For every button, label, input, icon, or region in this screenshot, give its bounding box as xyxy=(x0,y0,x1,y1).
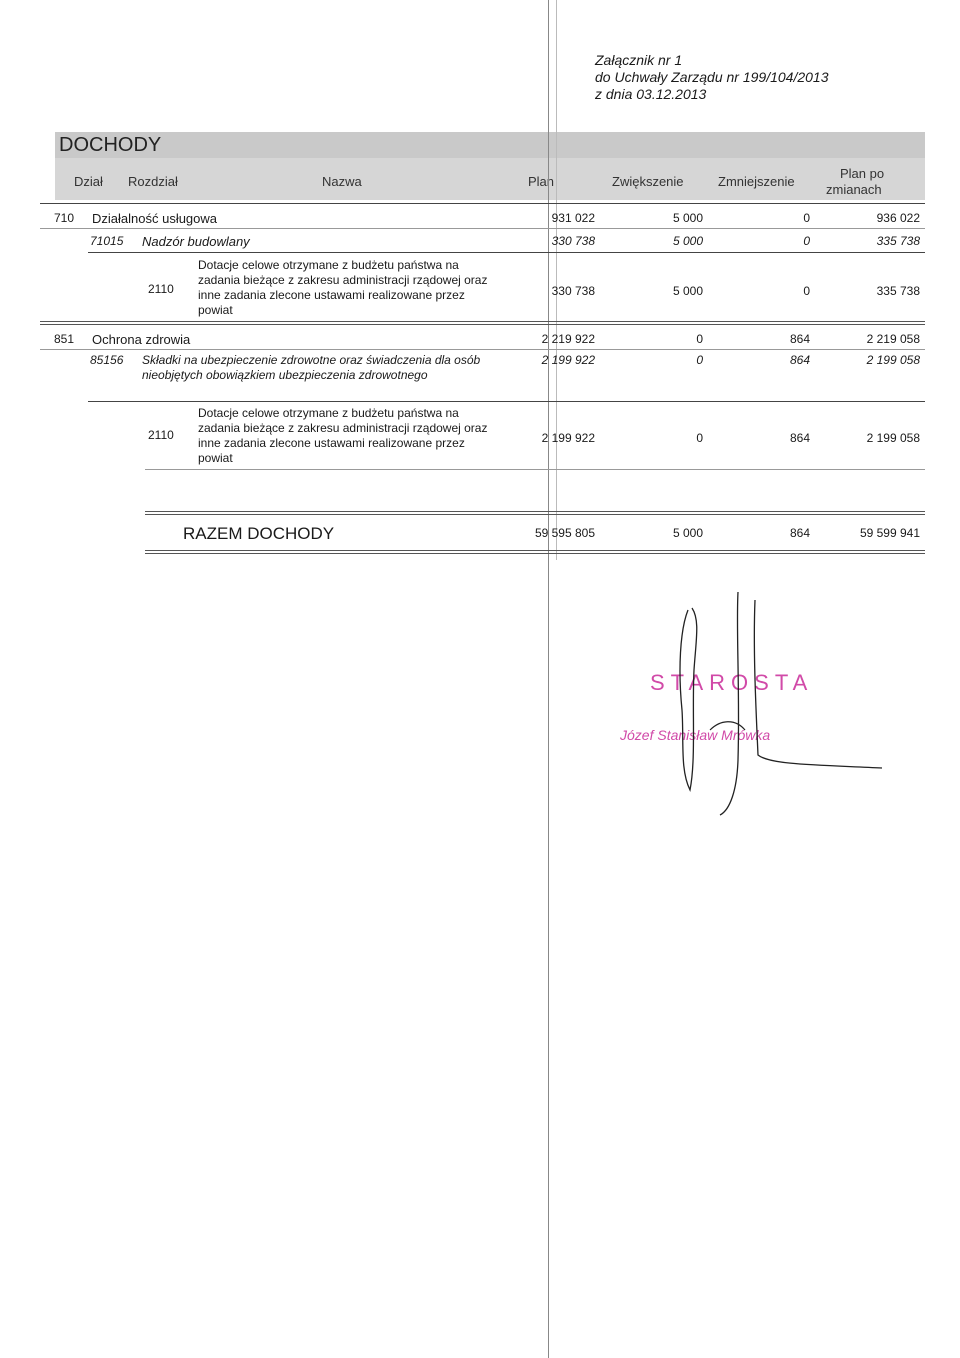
rule xyxy=(40,321,925,325)
row-2110a-nazwa: Dotacje celowe otrzymane z budżetu państwa na zadania bieżące z zakresu administracji rządowej oraz inne zadania zlecone ustawami realizowane przez powiat xyxy=(198,258,488,317)
row-710-zwiekszenie: 5 000 xyxy=(672,211,703,225)
col-zwiekszenie: Zwiększenie xyxy=(612,174,684,189)
rule xyxy=(145,469,925,470)
stamp-name: Józef Stanisław Mrówka xyxy=(620,727,771,743)
row-71015-plan: 330 738 xyxy=(551,234,595,248)
row-710-plan: 931 022 xyxy=(551,211,595,225)
total-plan-po: 59 599 941 xyxy=(859,526,920,540)
col-dzial: Dział xyxy=(74,174,103,189)
total-zwiekszenie: 5 000 xyxy=(672,526,703,540)
row-71015-rozdzial: 71015 xyxy=(90,234,124,248)
rule xyxy=(145,550,925,554)
rule xyxy=(145,511,925,515)
signature-stroke xyxy=(720,592,739,815)
col-zmniejszenie: Zmniejszenie xyxy=(718,174,795,189)
total-zmniejszenie: 864 xyxy=(789,526,810,540)
row-85156-nazwa: Składki na ubezpieczenie zdrowotne oraz świadczenia dla osób nieobjętych obowiązkiem ubezpieczenia zdrowotnego xyxy=(142,353,481,382)
stamp-title: STAROSTA xyxy=(650,670,814,695)
rule xyxy=(40,349,925,350)
signature-stroke xyxy=(680,608,697,790)
rule xyxy=(40,203,925,204)
rule xyxy=(88,252,925,253)
row-2110b-plan: 2 199 922 xyxy=(541,431,595,445)
row-710-dzial: 710 xyxy=(54,211,75,225)
row-71015-zwiekszenie: 5 000 xyxy=(672,234,703,248)
section-title: DOCHODY xyxy=(59,134,162,156)
row-851-zmniejszenie: 864 xyxy=(789,332,810,346)
row-2110b-paragraf: 2110 xyxy=(148,428,174,442)
plan-column-rule-2 xyxy=(556,0,557,560)
resolution-reference: do Uchwały Zarządu nr 199/104/2013 xyxy=(595,69,829,85)
official-stamp-and-signature xyxy=(620,590,900,820)
total-label: RAZEM DOCHODY xyxy=(183,524,335,543)
rule xyxy=(88,401,925,402)
row-85156-plan-po: 2 199 058 xyxy=(866,353,920,367)
row-710-nazwa: Działalność usługowa xyxy=(92,211,218,226)
rule xyxy=(40,228,925,229)
row-851-plan: 2 219 922 xyxy=(541,332,595,346)
row-2110a-plan: 330 738 xyxy=(551,284,595,298)
row-85156-zmniejszenie: 864 xyxy=(789,353,810,367)
row-71015-nazwa: Nadzór budowlany xyxy=(142,234,250,249)
col-plan: Plan xyxy=(528,174,555,189)
col-plan-po-line1: Plan po xyxy=(840,166,885,181)
row-851-zwiekszenie: 0 xyxy=(696,332,703,346)
row-85156-plan: 2 199 922 xyxy=(541,353,595,367)
total-plan: 59 595 805 xyxy=(534,526,595,540)
row-85156-rozdzial: 85156 xyxy=(90,353,124,367)
row-851-plan-po: 2 219 058 xyxy=(866,332,920,346)
row-2110b-nazwa: Dotacje celowe otrzymane z budżetu państwa na zadania bieżące z zakresu administracji rządowej oraz inne zadania zlecone ustawami realizowane przez powiat xyxy=(198,406,488,465)
resolution-date: z dnia 03.12.2013 xyxy=(595,86,707,102)
attachment-note xyxy=(595,52,828,103)
col-rozdzial: Rozdział xyxy=(128,174,178,189)
row-2110a-zmniejszenie: 0 xyxy=(803,284,810,298)
row-2110a-zwiekszenie: 5 000 xyxy=(672,284,703,298)
row-710-zmniejszenie: 0 xyxy=(803,211,810,225)
section-title-bar xyxy=(55,132,925,158)
row-71015-zmniejszenie: 0 xyxy=(803,234,810,248)
row-851-dzial: 851 xyxy=(54,332,75,346)
row-851-nazwa: Ochrona zdrowia xyxy=(92,332,191,347)
row-2110b-plan-po: 2 199 058 xyxy=(866,431,920,445)
row-2110a-paragraf: 2110 xyxy=(148,282,174,296)
attachment-number: Załącznik nr 1 xyxy=(595,52,683,68)
row-710-plan-po: 936 022 xyxy=(876,211,920,225)
row-2110b-zmniejszenie: 864 xyxy=(789,431,810,445)
col-plan-po-line2: zmianach xyxy=(826,182,882,197)
row-2110a-plan-po: 335 738 xyxy=(876,284,920,298)
row-85156-zwiekszenie: 0 xyxy=(696,353,703,367)
col-nazwa: Nazwa xyxy=(322,174,362,189)
row-2110b-zwiekszenie: 0 xyxy=(696,431,703,445)
row-71015-plan-po: 335 738 xyxy=(876,234,920,248)
